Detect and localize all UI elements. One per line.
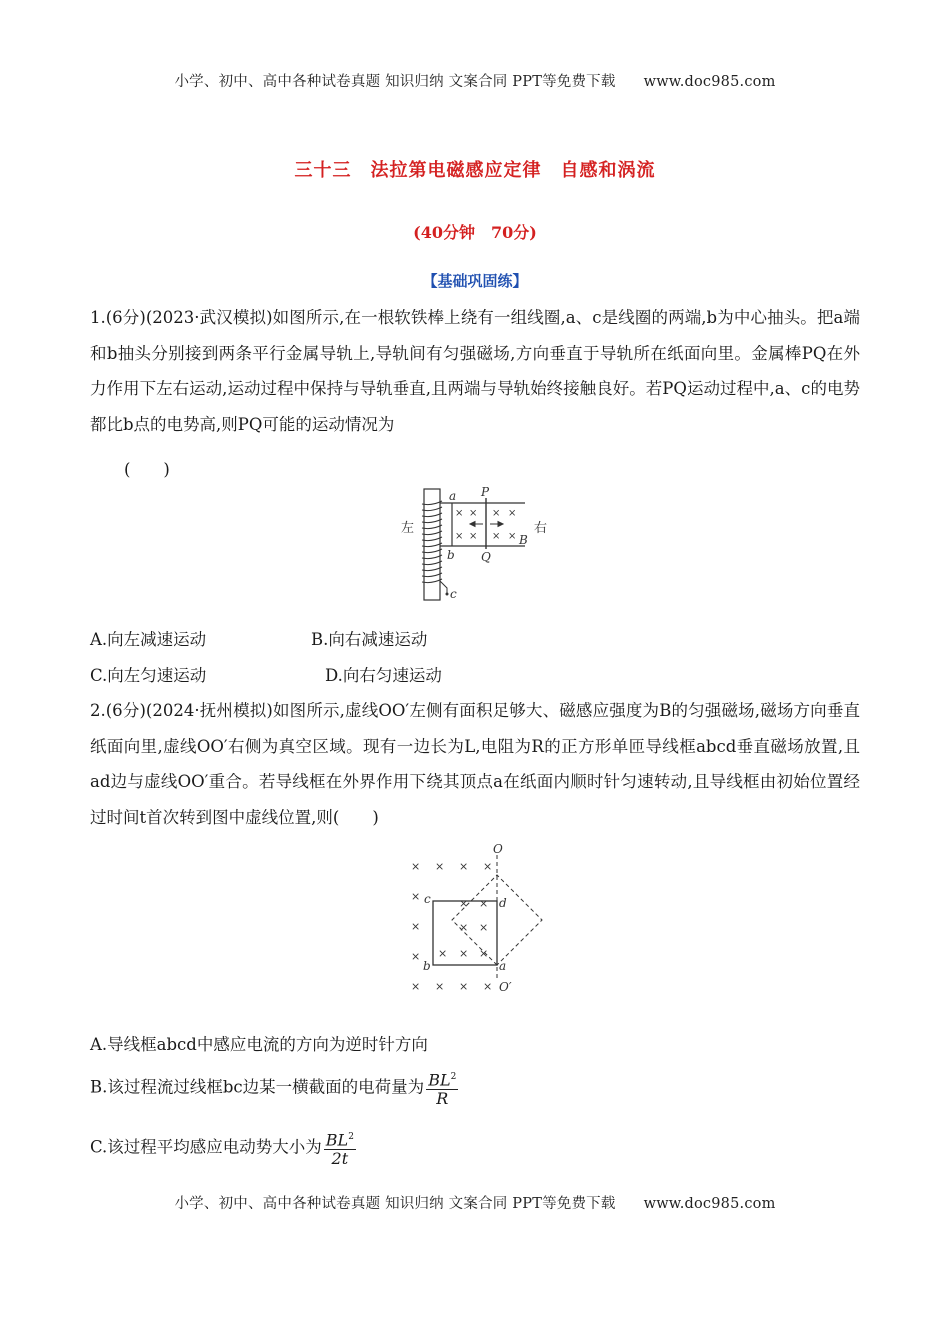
page-header (0, 70, 950, 91)
svg-text:×: × (455, 531, 464, 542)
option-c-fraction (324, 1128, 356, 1168)
svg-text:×: × (411, 950, 421, 963)
option-b-exponent: 2 (450, 1072, 457, 1082)
question-1-option-b[interactable]: B.向右减速运动 (311, 630, 428, 649)
svg-text:×: × (459, 980, 469, 993)
question-1-bracket: ( ) (124, 460, 170, 479)
svg-text:×: × (411, 980, 421, 993)
fig2-label-b: b (423, 959, 431, 973)
question-1-figure (395, 486, 555, 606)
option-b-text: B.该过程流过线框bc边某一横截面的电荷量为 (90, 1077, 425, 1097)
header-url[interactable]: www.doc985.com (643, 74, 776, 90)
question-2-figure (405, 843, 555, 998)
option-c-denominator: 2t (331, 1149, 349, 1169)
svg-text:×: × (459, 921, 469, 934)
svg-text:×: × (459, 897, 469, 910)
page-subtitle: (40分钟 70分) (413, 223, 537, 242)
fig1-label-b-field: B (519, 533, 528, 547)
fig2-label-o: O (493, 843, 503, 856)
svg-text:×: × (438, 947, 448, 960)
fig1-label-q: Q (481, 550, 491, 564)
option-c-numerator: BL (325, 1130, 349, 1150)
footer-url[interactable]: www.doc985.com (643, 1196, 776, 1212)
svg-text:×: × (492, 508, 501, 519)
svg-text:×: × (411, 920, 421, 933)
header-text: 小学、初中、高中各种试卷真题 知识归纳 文案合同 PPT等免费下载 (174, 74, 616, 90)
question-1-stem: 1.(6分)(2023·武汉模拟)如图所示,在一根软铁棒上绕有一组线圈,a、c是线圈的两端,b为中心抽头。把a端和b抽头分别接到两条平行金属导轨上,导轨间有匀强磁场,方向垂直于导轨所在纸面向里。金属棒PQ在外力作用下左右运动,运动过程中保持与导轨垂直,且两端与导轨始终接触良好。若PQ运动过程中,a、c的电势都比b点的电势高,则PQ可能的运动情况为 (90, 308, 860, 434)
svg-text:×: × (411, 890, 421, 903)
fig2-label-a: a (499, 959, 507, 973)
svg-text:×: × (435, 980, 445, 993)
svg-text:×: × (492, 531, 501, 542)
question-2-stem: 2.(6分)(2024·抚州模拟)如图所示,虚线OO′左侧有面积足够大、磁感应强度为B的匀强磁场,磁场方向垂直纸面向里,虚线OO′右侧为真空区域。现有一边长为L,电阻为R的正方形单匝导线框abcd垂直磁场放置,且ad边与虚线OO′重合。若导线框在外界作用下绕其顶点a在纸面内顺时针匀速转动,且导线框由初始位置经过时间t首次转到图中虚线位置,则( ) (90, 701, 860, 827)
footer-text: 小学、初中、高中各种试卷真题 知识归纳 文案合同 PPT等免费下载 (174, 1196, 616, 1212)
svg-text:×: × (479, 897, 489, 910)
question-2-option-b[interactable] (90, 1068, 458, 1108)
fig2-label-d: d (499, 896, 507, 910)
svg-text:×: × (469, 508, 478, 519)
svg-text:×: × (508, 508, 517, 519)
svg-text:×: × (479, 947, 489, 960)
svg-text:×: × (508, 531, 517, 542)
svg-text:×: × (483, 980, 493, 993)
svg-text:×: × (479, 921, 489, 934)
option-b-fraction (426, 1068, 458, 1108)
fig1-label-p: P (481, 486, 490, 499)
question-1-option-c[interactable]: C.向左匀速运动 (90, 666, 207, 685)
svg-text:×: × (459, 860, 469, 873)
fig1-label-left: 左 (401, 521, 415, 536)
section-heading: 【基础巩固练】 (422, 272, 528, 290)
svg-text:×: × (411, 860, 421, 873)
fig2-label-o-prime: O′ (499, 980, 512, 994)
c-lead (440, 581, 447, 594)
field-crosses (411, 860, 492, 993)
svg-text:×: × (483, 860, 493, 873)
page-footer (0, 1192, 950, 1213)
svg-text:×: × (455, 508, 464, 519)
option-b-denominator: R (436, 1089, 449, 1109)
page-title: 三十三 法拉第电磁感应定律 自感和涡流 (294, 160, 656, 181)
question-2-option-c[interactable] (90, 1128, 356, 1168)
fig1-label-b: b (447, 548, 455, 562)
svg-text:×: × (469, 531, 478, 542)
svg-text:×: × (459, 947, 469, 960)
question-1-option-d[interactable]: D.向右匀速运动 (325, 666, 442, 685)
fig1-label-a: a (449, 489, 457, 503)
option-c-text: C.该过程平均感应电动势大小为 (90, 1137, 322, 1157)
option-c-exponent: 2 (348, 1132, 354, 1142)
fig2-label-c: c (424, 892, 431, 906)
fig1-label-right: 右 (534, 521, 548, 536)
question-1-option-a[interactable]: A.向左减速运动 (90, 630, 207, 649)
svg-text:×: × (435, 860, 445, 873)
coil-windings (422, 501, 442, 583)
option-b-numerator: BL (428, 1070, 451, 1090)
fig1-label-c: c (450, 587, 457, 601)
question-2-option-a[interactable]: A.导线框abcd中感应电流的方向为逆时针方向 (90, 1035, 428, 1054)
